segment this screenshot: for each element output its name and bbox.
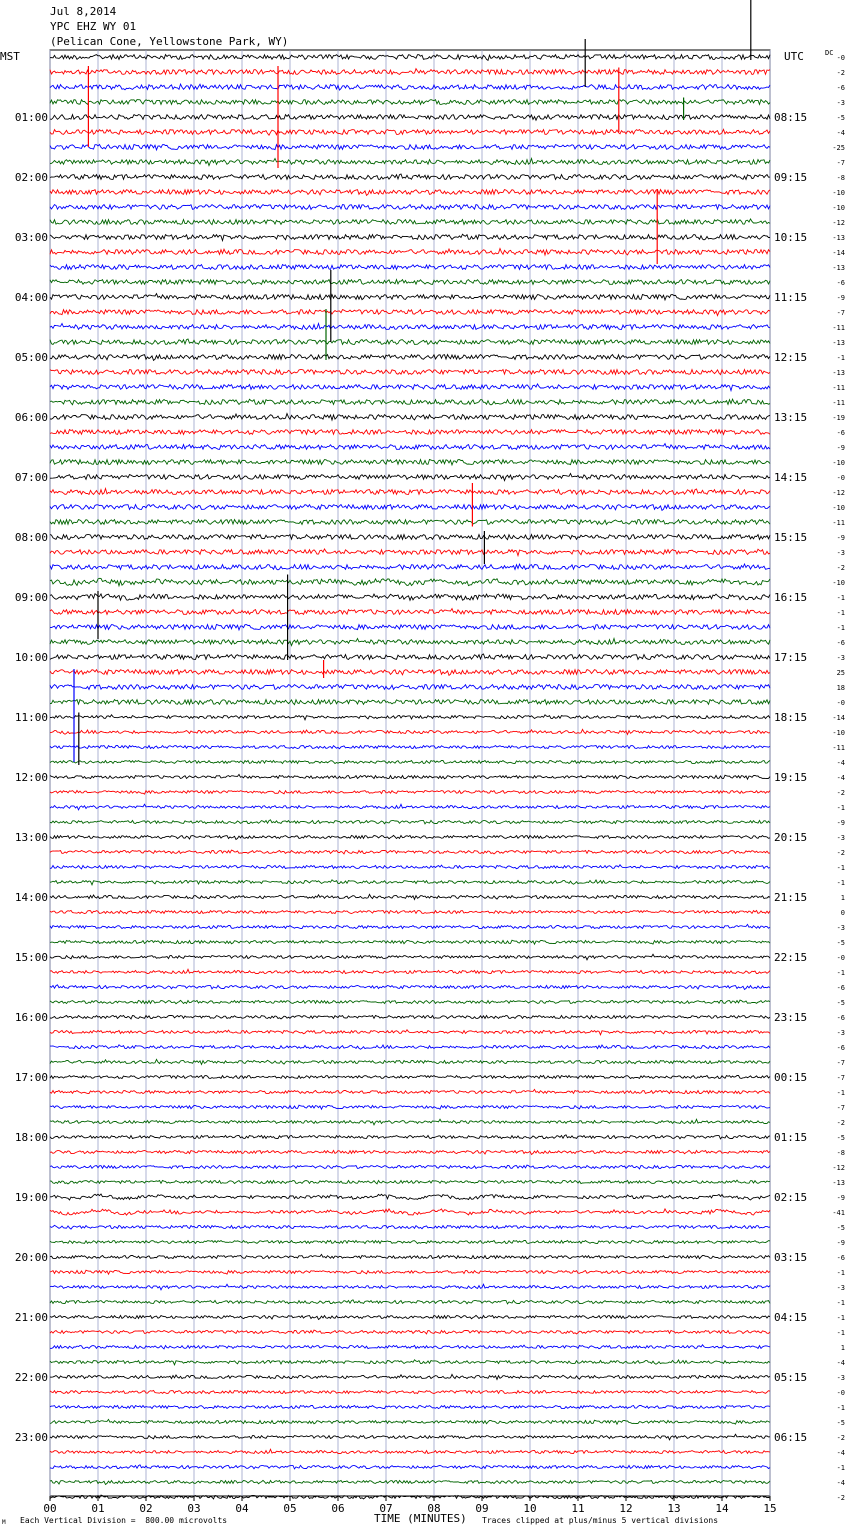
utc-axis-label: UTC <box>784 50 804 63</box>
scale-note: Each Vertical Division = 800.00 microvolts <box>20 1516 228 1525</box>
x-axis-title: TIME (MINUTES) <box>374 1512 467 1525</box>
utc-hour-label: 17:15 <box>774 651 808 664</box>
dc-offset-label: -3 <box>836 834 845 842</box>
dc-offset-label: -10 <box>832 729 845 737</box>
dc-offset-label: -13 <box>832 1179 845 1187</box>
utc-hour-label: 06:15 <box>774 1431 808 1444</box>
dc-offset-label: -8 <box>836 174 845 182</box>
trace-row <box>50 924 770 928</box>
x-tick-label: 00 <box>43 1502 57 1515</box>
dc-offset-label: -6 <box>836 1254 845 1262</box>
utc-hour-label: 15:15 <box>774 531 808 544</box>
trace-row <box>50 1374 770 1379</box>
trace-row <box>50 1180 770 1184</box>
dc-offset-label: -6 <box>836 639 845 647</box>
dc-offset-label: -10 <box>832 204 845 212</box>
trace-row <box>50 609 770 615</box>
dc-offset-label: -3 <box>836 99 845 107</box>
trace-row <box>50 1254 770 1258</box>
dc-offset-label: -10 <box>832 459 845 467</box>
dc-offset-label: -7 <box>836 1074 845 1082</box>
mst-hour-label: 11:00 <box>14 711 48 724</box>
mst-hour-label: 19:00 <box>14 1191 48 1204</box>
dc-offset-label: -14 <box>832 714 845 722</box>
dc-offset-label: -14 <box>832 249 845 257</box>
trace-row <box>50 159 770 166</box>
x-tick-label: 14 <box>715 1502 729 1515</box>
utc-hour-label: 05:15 <box>774 1371 808 1384</box>
trace-row <box>50 430 770 435</box>
trace-row <box>50 1165 770 1169</box>
dc-offset-label: -1 <box>836 1269 845 1277</box>
mst-hour-label: 14:00 <box>14 891 48 904</box>
trace-row <box>50 625 770 630</box>
trace-row <box>50 774 770 779</box>
x-tick-label: 05 <box>283 1502 297 1515</box>
seismic-traces <box>50 0 770 1499</box>
dc-offset-label: -1 <box>836 804 845 812</box>
dc-offset-label: -1 <box>836 1314 845 1322</box>
dc-offset-label: -1 <box>836 594 845 602</box>
trace-row <box>50 700 770 705</box>
dc-offset-label: -5 <box>836 114 845 122</box>
dc-offset-label: -1 <box>836 1464 845 1472</box>
dc-offset-label: -1 <box>836 1299 845 1307</box>
dc-offset-label: -2 <box>836 564 845 572</box>
dc-offset-label: -4 <box>836 1359 845 1367</box>
dc-offset-label: -0 <box>836 54 845 62</box>
dc-offset-label: -3 <box>836 924 845 932</box>
dc-offset-label: -9 <box>836 294 845 302</box>
mst-hour-label: 01:00 <box>14 111 48 124</box>
dc-offset-label: -19 <box>832 414 845 422</box>
trace-row <box>50 1119 770 1125</box>
utc-hour-label: 13:15 <box>774 411 808 424</box>
dc-offset-label: -12 <box>832 1164 845 1172</box>
trace-row <box>50 1284 770 1290</box>
mst-hour-label: 06:00 <box>14 411 48 424</box>
dc-offset-label: -8 <box>836 1149 845 1157</box>
dc-offset-label: -4 <box>836 129 845 137</box>
axis-labels <box>15 54 845 1515</box>
dc-offset-label: -2 <box>836 849 845 857</box>
x-tick-label: 09 <box>475 1502 489 1515</box>
dc-offset-label: -2 <box>836 1119 845 1127</box>
dc-offset-label: -11 <box>832 399 845 407</box>
trace-row <box>50 115 770 121</box>
dc-offset-label: -1 <box>836 1329 845 1337</box>
trace-row <box>50 820 770 824</box>
dc-offset-label: -7 <box>836 159 845 167</box>
trace-row <box>50 880 770 885</box>
trace-row <box>50 654 770 659</box>
dc-offset-label: -5 <box>836 1134 845 1142</box>
dc-offset-label: -1 <box>836 1089 845 1097</box>
dc-offset-label: -2 <box>836 69 845 77</box>
mst-hour-label: 07:00 <box>14 471 48 484</box>
corner-mark: M <box>2 1519 6 1526</box>
trace-row <box>50 1315 770 1319</box>
dc-offset-label: -5 <box>836 999 845 1007</box>
mst-hour-label: 18:00 <box>14 1131 48 1144</box>
trace-row <box>50 505 770 511</box>
trace-row <box>50 100 770 105</box>
trace-row <box>50 1360 770 1365</box>
dc-offset-label: -7 <box>836 1104 845 1112</box>
trace-row <box>50 1150 770 1154</box>
utc-hour-label: 11:15 <box>774 291 808 304</box>
trace-row <box>50 865 770 869</box>
x-tick-label: 07 <box>379 1502 393 1515</box>
dc-offset-label: -4 <box>836 1449 845 1457</box>
dc-offset-label: -11 <box>832 519 845 527</box>
utc-hour-label: 02:15 <box>774 1191 808 1204</box>
dc-offset-label: -6 <box>836 429 845 437</box>
trace-row <box>50 384 770 391</box>
trace-row <box>50 1270 770 1274</box>
dc-offset-label: -13 <box>832 369 845 377</box>
trace-row <box>50 1076 770 1079</box>
trace-row <box>50 761 770 764</box>
trace-row <box>50 355 770 361</box>
trace-row <box>50 835 770 839</box>
mst-hour-label: 23:00 <box>14 1431 48 1444</box>
utc-hour-label: 21:15 <box>774 891 808 904</box>
dc-offset-label: -6 <box>836 1014 845 1022</box>
mst-hour-label: 13:00 <box>14 831 48 844</box>
dc-offset-label: -3 <box>836 1374 845 1382</box>
trace-row <box>50 1480 770 1484</box>
dc-axis-label: DC <box>825 49 834 57</box>
dc-offset-label: -1 <box>836 969 845 977</box>
trace-row <box>50 460 770 465</box>
dc-offset-label: -4 <box>836 759 845 767</box>
trace-row <box>50 174 770 179</box>
trace-row <box>50 985 770 990</box>
trace-row <box>50 969 770 973</box>
dc-offset-label: -1 <box>836 864 845 872</box>
mst-hour-label: 10:00 <box>14 651 48 664</box>
trace-row <box>50 219 770 225</box>
dc-offset-label: -6 <box>836 279 845 287</box>
x-tick-label: 03 <box>187 1502 201 1515</box>
trace-row <box>50 294 770 300</box>
trace-row <box>50 685 770 690</box>
trace-row <box>50 414 770 420</box>
trace-row <box>50 1449 770 1453</box>
trace-row <box>50 1391 770 1394</box>
dc-offset-label: -1 <box>836 609 845 617</box>
dc-offset-label: -25 <box>832 144 845 152</box>
dc-offset-label: -1 <box>836 1404 845 1412</box>
dc-offset-label: 1 <box>840 894 845 902</box>
x-tick-label: 10 <box>523 1502 537 1515</box>
dc-offset-label: 18 <box>836 684 845 692</box>
trace-row <box>50 729 770 734</box>
dc-offset-label: -3 <box>836 1029 845 1037</box>
trace-row <box>50 399 770 405</box>
x-tick-label: 01 <box>91 1502 105 1515</box>
trace-row <box>50 1000 770 1004</box>
utc-hour-label: 01:15 <box>774 1131 808 1144</box>
trace-row <box>50 205 770 210</box>
utc-hour-label: 20:15 <box>774 831 808 844</box>
dc-offset-label: -0 <box>836 699 845 707</box>
clip-note: Traces clipped at plus/minus 5 vertical divisions <box>482 1516 719 1525</box>
mst-hour-label: 17:00 <box>14 1071 48 1084</box>
utc-hour-label: 09:15 <box>774 171 808 184</box>
dc-offset-label: -2 <box>836 1494 845 1502</box>
dc-offset-label: -6 <box>836 84 845 92</box>
dc-offset-label: -3 <box>836 1284 845 1292</box>
trace-row <box>50 894 770 899</box>
trace-row <box>50 234 770 240</box>
x-tick-label: 08 <box>427 1502 441 1515</box>
trace-row <box>50 129 770 135</box>
dc-offset-label: -1 <box>836 354 845 362</box>
trace-row <box>50 1241 770 1244</box>
x-tick-label: 12 <box>619 1502 633 1515</box>
dc-offset-label: -6 <box>836 1044 845 1052</box>
trace-row <box>50 954 770 960</box>
station-location: (Pelican Cone, Yellowstone Park, WY) <box>50 35 289 48</box>
dc-offset-label: -7 <box>836 309 845 317</box>
dc-offset-label: -41 <box>832 1209 845 1217</box>
utc-hour-label: 04:15 <box>774 1311 808 1324</box>
mst-hour-label: 16:00 <box>14 1011 48 1024</box>
mst-hour-label: 12:00 <box>14 771 48 784</box>
trace-row <box>50 715 770 720</box>
trace-row <box>50 444 770 450</box>
x-tick-label: 06 <box>331 1502 345 1515</box>
mst-hour-label: 20:00 <box>14 1251 48 1264</box>
dc-offset-label: -1 <box>836 624 845 632</box>
utc-hour-label: 23:15 <box>774 1011 808 1024</box>
utc-hour-label: 22:15 <box>774 951 808 964</box>
trace-row <box>50 1030 770 1035</box>
utc-hour-label: 19:15 <box>774 771 808 784</box>
x-tick-label: 11 <box>571 1502 585 1515</box>
dc-offset-label: -12 <box>832 219 845 227</box>
trace-row <box>50 1300 770 1304</box>
trace-row <box>50 1105 770 1109</box>
utc-hour-label: 08:15 <box>774 111 808 124</box>
dc-offset-label: -0 <box>836 1389 845 1397</box>
trace-row <box>50 1225 770 1229</box>
trace-row <box>50 265 770 270</box>
trace-row <box>50 55 770 61</box>
dc-offset-label: -0 <box>836 954 845 962</box>
mst-hour-label: 02:00 <box>14 171 48 184</box>
dc-offset-label: -9 <box>836 1239 845 1247</box>
trace-row <box>50 670 770 676</box>
dc-offset-label: -9 <box>836 819 845 827</box>
trace-row <box>50 310 770 316</box>
dc-offset-label: -13 <box>832 339 845 347</box>
dc-offset-label: -10 <box>832 579 845 587</box>
mst-axis-label: MST <box>0 50 20 63</box>
x-tick-label: 02 <box>139 1502 153 1515</box>
trace-row <box>50 746 770 749</box>
dc-offset-label: -7 <box>836 1059 845 1067</box>
mst-hour-label: 03:00 <box>14 231 48 244</box>
dc-offset-label: -2 <box>836 789 845 797</box>
trace-row <box>50 69 770 75</box>
trace-row <box>50 1406 770 1409</box>
trace-row <box>50 190 770 196</box>
trace-row <box>50 639 770 646</box>
mst-hour-label: 21:00 <box>14 1311 48 1324</box>
trace-row <box>50 594 770 601</box>
dc-offset-label: -9 <box>836 534 845 542</box>
trace-row <box>50 1194 770 1200</box>
trace-row <box>50 791 770 795</box>
dc-offset-label: -10 <box>832 189 845 197</box>
dc-offset-label: -1 <box>836 879 845 887</box>
trace-row <box>50 1135 770 1139</box>
dc-offset-label: -0 <box>836 474 845 482</box>
dc-offset-label: -2 <box>836 1434 845 1442</box>
dc-offset-label: -3 <box>836 654 845 662</box>
dc-offset-label: -13 <box>832 264 845 272</box>
trace-row <box>50 1089 770 1093</box>
trace-row <box>50 280 770 285</box>
dc-offset-label: -5 <box>836 939 845 947</box>
trace-row <box>50 324 770 330</box>
mst-hour-label: 08:00 <box>14 531 48 544</box>
station-code: YPC EHZ WY 01 <box>50 20 137 33</box>
trace-row <box>50 940 770 944</box>
dc-offset-label: -5 <box>836 1419 845 1427</box>
trace-row <box>50 1016 770 1019</box>
utc-hour-label: 00:15 <box>774 1071 808 1084</box>
dc-offset-label: -11 <box>832 744 845 752</box>
mst-hour-label: 15:00 <box>14 951 48 964</box>
mst-hour-label: 05:00 <box>14 351 48 364</box>
trace-row <box>50 1209 770 1215</box>
trace-row <box>50 474 770 481</box>
dc-offset-label: -11 <box>832 324 845 332</box>
trace-row <box>50 549 770 556</box>
utc-hour-label: 14:15 <box>774 471 808 484</box>
dc-offset-label: -3 <box>836 549 845 557</box>
trace-row <box>50 1434 770 1440</box>
dc-offset-label: 1 <box>840 1344 845 1352</box>
trace-row <box>50 535 770 540</box>
mst-hour-label: 22:00 <box>14 1371 48 1384</box>
utc-hour-label: 18:15 <box>774 711 808 724</box>
x-tick-label: 04 <box>235 1502 249 1515</box>
trace-row <box>50 489 770 495</box>
dc-offset-label: -10 <box>832 504 845 512</box>
trace-row <box>50 804 770 810</box>
dc-offset-label: 0 <box>840 909 845 917</box>
dc-offset-label: -9 <box>836 1194 845 1202</box>
chart-date: Jul 8,2014 <box>50 5 117 18</box>
trace-row <box>50 339 770 344</box>
trace-row <box>50 578 770 586</box>
dc-offset-label: -4 <box>836 1479 845 1487</box>
dc-offset-label: -5 <box>836 1224 845 1232</box>
trace-row <box>50 1345 770 1349</box>
dc-offset-label: -11 <box>832 384 845 392</box>
dc-offset-label: -12 <box>832 489 845 497</box>
utc-hour-label: 12:15 <box>774 351 808 364</box>
utc-hour-label: 16:15 <box>774 591 808 604</box>
trace-row <box>50 850 770 854</box>
trace-row <box>50 911 770 914</box>
mst-hour-label: 09:00 <box>14 591 48 604</box>
trace-row <box>50 249 770 255</box>
trace-row <box>50 520 770 525</box>
trace-row <box>50 84 770 90</box>
trace-row <box>50 1465 770 1469</box>
dc-offset-label: -9 <box>836 444 845 452</box>
mst-hour-label: 04:00 <box>14 291 48 304</box>
trace-row <box>50 1059 770 1064</box>
trace-row <box>50 1419 770 1424</box>
trace-row <box>50 564 770 570</box>
trace-row <box>50 145 770 150</box>
dc-offset-label: -4 <box>836 774 845 782</box>
dc-offset-label: -6 <box>836 984 845 992</box>
dc-offset-label: -13 <box>832 234 845 242</box>
x-tick-label: 13 <box>667 1502 681 1515</box>
dc-offset-label: 25 <box>836 669 845 677</box>
trace-row <box>50 1330 770 1334</box>
x-tick-label: 15 <box>763 1502 777 1515</box>
trace-row <box>50 370 770 375</box>
utc-hour-label: 10:15 <box>774 231 808 244</box>
utc-hour-label: 03:15 <box>774 1251 808 1264</box>
trace-row <box>50 1045 770 1049</box>
